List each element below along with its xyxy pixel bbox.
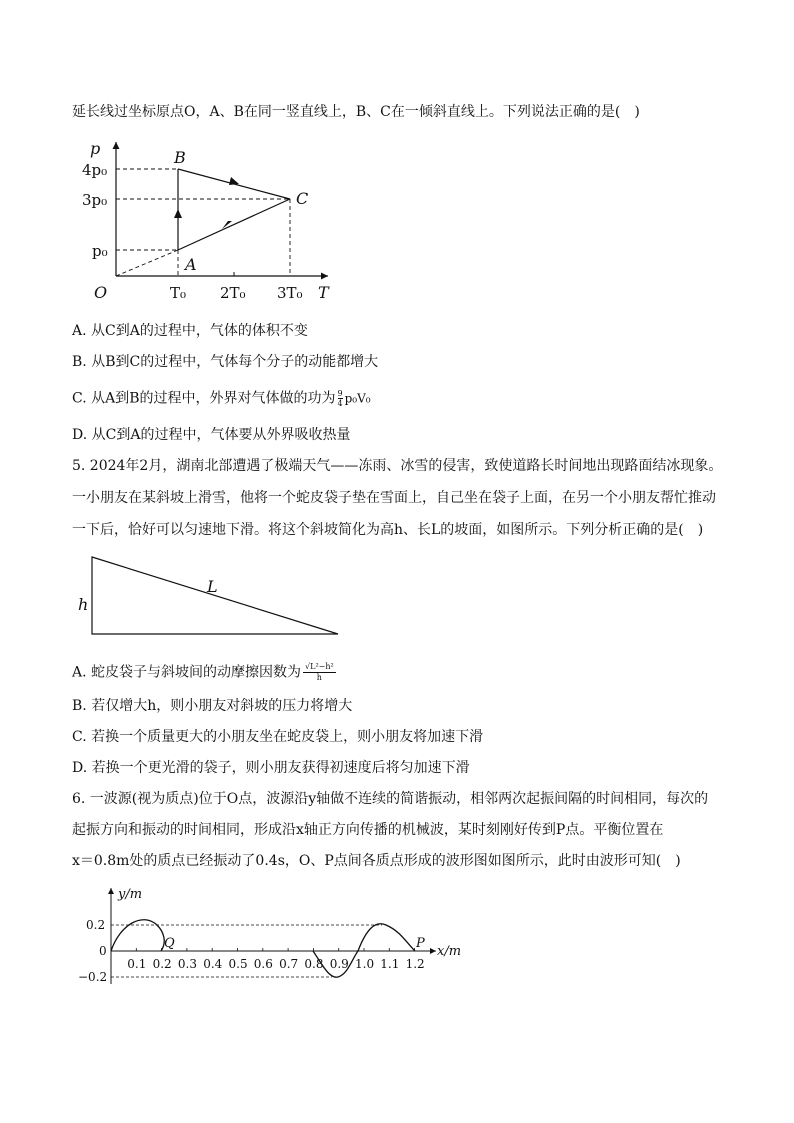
q4-arrow-ab	[174, 209, 182, 218]
q4-origin-label: O	[94, 283, 108, 302]
q4-origin-extension	[116, 250, 178, 276]
q4-option-b: B. 从B到C的过程中，气体每个分子的动能都增大	[72, 354, 379, 370]
q5-option-c: C. 若换一个质量更大的小朋友坐在蛇皮袋上，则小朋友将加速下滑	[72, 729, 484, 745]
q6-y-label: y/m	[118, 887, 143, 902]
q5-slope-figure	[72, 552, 342, 642]
q6-x-tick-label: 0.7	[279, 957, 299, 971]
q5-option-a-text: A. 蛇皮袋子与斜坡间的动摩擦因数为	[72, 664, 302, 681]
q4-xtick-2t0: 2T₀	[220, 284, 246, 302]
q6-x-tick-label: 1.0	[355, 957, 375, 971]
q4-option-c-fraction: $\frac{9}{4}$	[337, 389, 343, 408]
q6-x-tick-label: 0.8	[304, 957, 324, 971]
q4-xtick-t0: T₀	[170, 284, 187, 302]
q5-option-d: D. 若换一个更光滑的袋子，则小朋友获得初速度后将匀加速下滑	[72, 760, 470, 776]
q6-x-tick-label: 0.4	[203, 957, 223, 971]
q4-ytick-4p0: 4p₀	[82, 161, 108, 179]
q5-stem-line1: 5. 2024年2月，湖南北部遭遇了极端天气——冻雨、冰雪的侵害，致使道路长时间地出现路面结冰现象。	[72, 458, 723, 474]
q5-stem-line3: 一下后，恰好可以匀速地下滑。将这个斜坡简化为高h、长L的坡面，如图所示。下列分析正确的是( )	[72, 522, 704, 538]
q6-x-tick-label: 0.6	[253, 957, 273, 971]
q5-label-l: L	[207, 577, 218, 596]
q6-stem-line1: 6. 一波源(视为质点)位于O点，波源沿y轴做不连续的简谐振动，相邻两次起振间隔的时间相同，每次的	[72, 791, 709, 807]
q4-arrow-bc	[229, 177, 239, 185]
q4-option-a: A. 从C到A的过程中，气体的体积不变	[72, 323, 308, 339]
q6-x-tick-label: 0.9	[329, 957, 349, 971]
q5-option-a	[72, 662, 338, 683]
q4-option-d: D. 从C到A的过程中，气体要从外界吸收热量	[72, 427, 351, 443]
q5-stem-line2: 一小朋友在某斜坡上滑雪，他将一个蛇皮袋子垫在雪面上，自己坐在袋子上面，在另一个小朋友帮忙推动	[72, 490, 716, 506]
q4-point-a: A	[185, 255, 197, 274]
q4-stem: 延长线过坐标原点O，A、B在同一竖直线上，B、C在一倾斜直线上。下列说法正确的是( )	[72, 104, 640, 120]
q6-wave-segment-1	[111, 920, 164, 951]
q4-point-c: C	[296, 189, 309, 208]
q6-stem-line3: x＝0.8m处的质点已经振动了0.4s，O、P点间各质点形成的波形图如图所示，此时由波形可知( )	[72, 853, 681, 869]
q4-point-b: B	[174, 148, 186, 167]
q6-x-tick-labels	[127, 957, 424, 971]
q6-x-tick-label: 0.3	[177, 957, 197, 971]
q4-ytick-p0: p₀	[92, 242, 108, 260]
q6-x-tick-label: 1.2	[405, 957, 425, 971]
q4-xtick-3t0: 3T₀	[277, 284, 303, 302]
q5-label-h: h	[78, 595, 89, 614]
q4-line-ca	[178, 199, 290, 250]
q6-ytick-neg: −0.2	[78, 970, 108, 984]
q6-x-tick-label: 0.1	[127, 957, 147, 971]
q6-wave-graph	[72, 884, 472, 989]
q6-ytick-pos: 0.2	[86, 918, 106, 932]
q4-y-label: p	[90, 139, 101, 158]
q6-x-tick-label: 1.1	[380, 957, 400, 971]
q6-x-label: x/m	[437, 944, 462, 959]
q6-point-p: P	[416, 936, 425, 951]
q6-stem-line2: 起振方向和振动的时间相同，形成沿x轴正方向传播的机械波，某时刻刚好传到P点。平衡位置在	[72, 822, 664, 838]
q4-option-c-unit: p₀V₀	[344, 391, 371, 406]
q6-x-tick-label: 0.5	[228, 957, 248, 971]
q4-pt-graph	[72, 136, 342, 306]
q4-ytick-3p0: 3p₀	[82, 191, 108, 209]
q4-x-label: T	[318, 283, 329, 302]
q4-option-c	[72, 389, 371, 408]
q6-point-q: Q	[164, 936, 175, 951]
q4-option-c-text: C. 从A到B的过程中，外界对气体做的功为	[72, 390, 336, 407]
q6-x-tick-label: 0.2	[152, 957, 172, 971]
q5-option-a-formula: $\frac{\text{√L²−h²}}{h}$	[305, 662, 334, 682]
q6-ytick-zero: 0	[99, 944, 107, 958]
q5-option-b: B. 若仅增大h，则小朋友对斜坡的压力将增大	[72, 698, 353, 714]
